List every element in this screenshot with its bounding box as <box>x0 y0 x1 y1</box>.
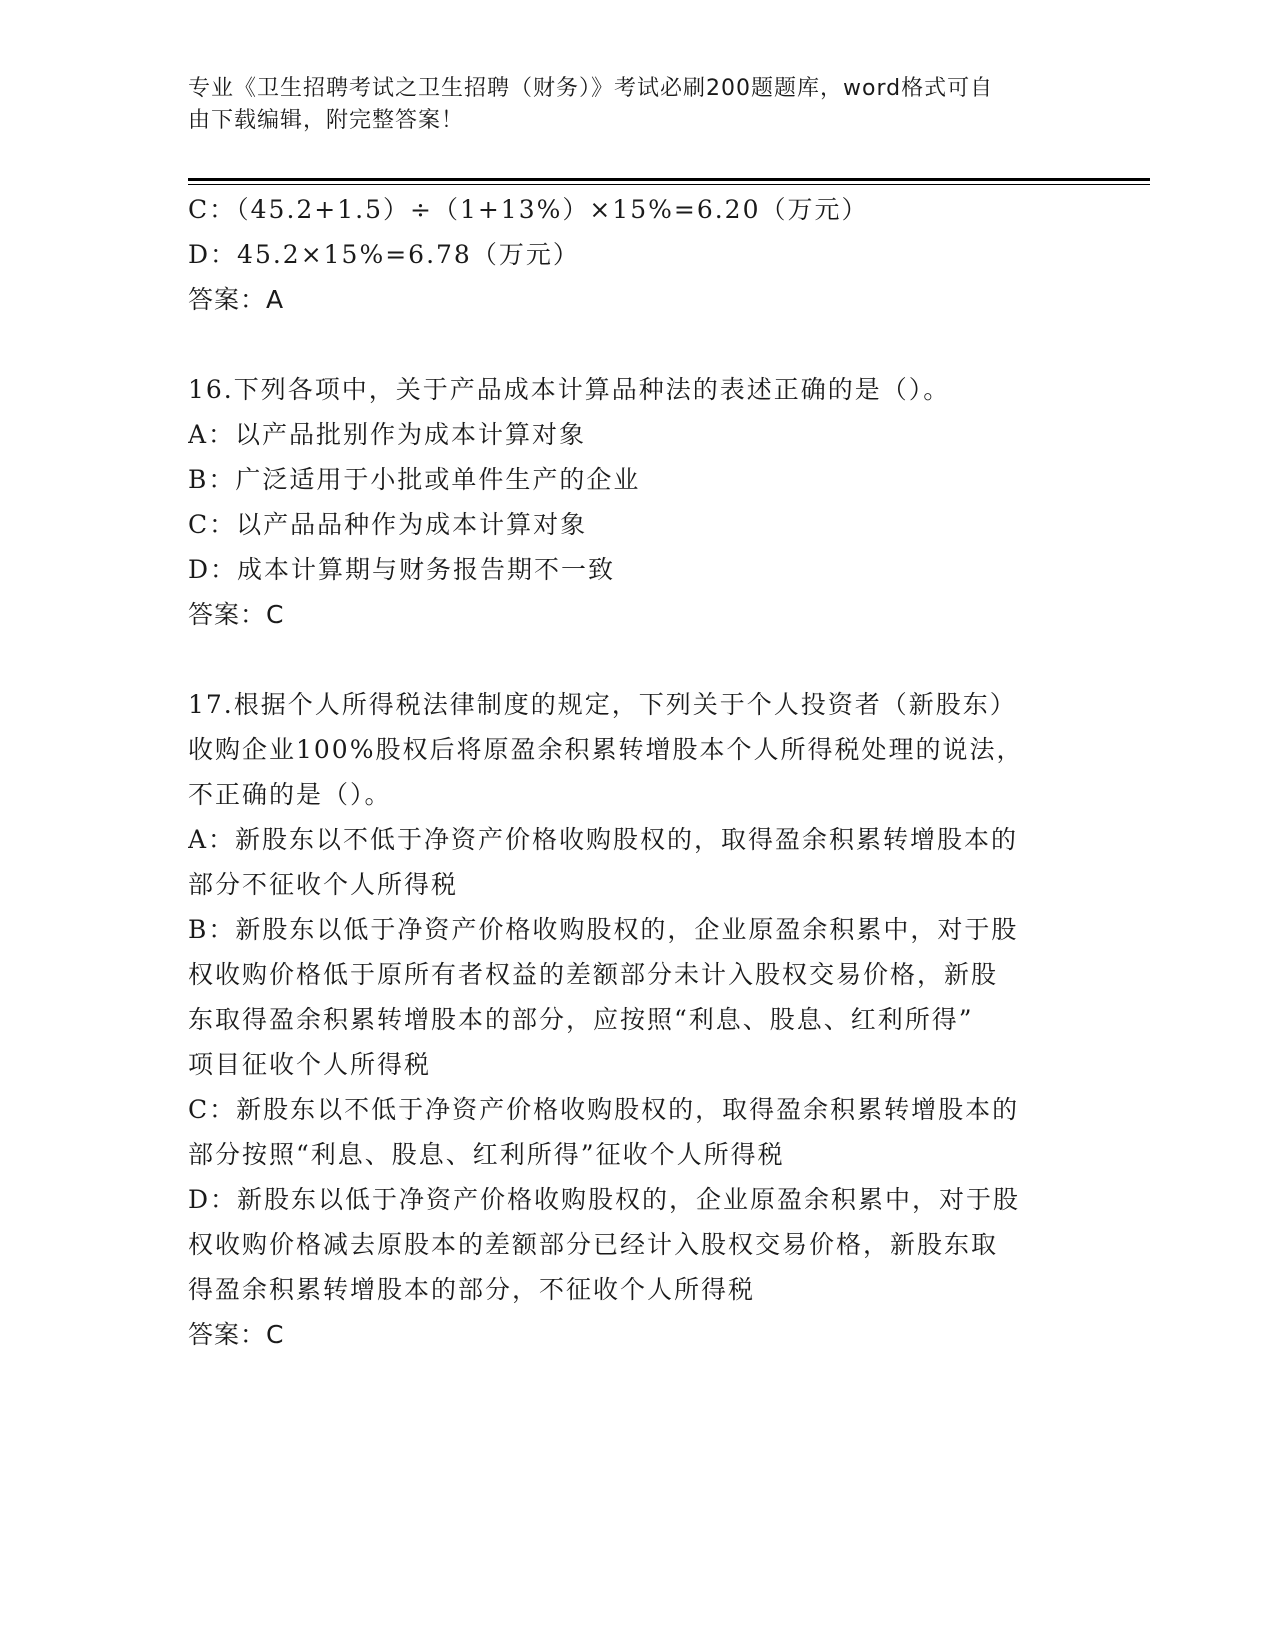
option-d-line-2: 权收购价格减去原股本的差额部分已经计入股权交易价格，新股东取 <box>188 1230 999 1259</box>
option-b-line-1: B：新股东以低于净资产价格收购股权的，企业原盈余积累中，对于股 <box>188 915 1019 944</box>
question-stem: 16.下列各项中，关于产品成本计算品种法的表述正确的是（）。 <box>188 375 951 404</box>
spacer <box>188 637 1068 682</box>
header-divider-thick <box>188 178 1150 181</box>
page-header <box>188 73 1068 137</box>
option-c: C：以产品品种作为成本计算对象 <box>188 510 588 539</box>
option-a-line-2: 部分不征收个人所得税 <box>188 870 459 899</box>
answer: 答案：A <box>188 285 285 314</box>
spacer <box>188 322 1068 367</box>
option-c-line-2: 部分按照“利息、股息、红利所得”征收个人所得税 <box>188 1140 785 1169</box>
question-stem-line-1: 17.根据个人所得税法律制度的规定，下列关于个人投资者（新股东） <box>188 690 1017 719</box>
option-a: A：以产品批别作为成本计算对象 <box>188 420 587 449</box>
question-stem-line-2: 收购企业100%股权后将原盈余积累转增股本个人所得税处理的说法， <box>188 735 1024 764</box>
option-d-line-3: 得盈余积累转增股本的部分，不征收个人所得税 <box>188 1275 756 1304</box>
option-d: D：成本计算期与财务报告期不一致 <box>188 555 616 584</box>
question-stem-line-3: 不正确的是（）。 <box>188 780 392 809</box>
question-15 <box>188 187 1068 322</box>
option-b-line-3: 东取得盈余积累转增股本的部分，应按照“利息、股息、红利所得” <box>188 1005 974 1034</box>
header-divider-thin <box>188 184 1150 185</box>
option-c-line-1: C：新股东以不低于净资产价格收购股权的，取得盈余积累转增股本的 <box>188 1095 1020 1124</box>
answer: 答案：C <box>188 600 285 629</box>
answer: 答案：C <box>188 1320 285 1349</box>
option-a-line-1: A：新股东以不低于净资产价格收购股权的，取得盈余积累转增股本的 <box>188 825 1019 854</box>
document-body <box>188 187 1068 1357</box>
option-d-line-1: D：新股东以低于净资产价格收购股权的，企业原盈余积累中，对于股 <box>188 1185 1021 1214</box>
question-17 <box>188 682 1068 1357</box>
option-b: B：广泛适用于小批或单件生产的企业 <box>188 465 641 494</box>
header-line-2: 由下载编辑，附完整答案！ <box>188 108 465 133</box>
header-line-1: 专业《卫生招聘考试之卫生招聘（财务）》考试必刷200题题库，word格式可自 <box>188 76 994 101</box>
option-b-line-2: 权收购价格低于原所有者权益的差额部分未计入股权交易价格，新股 <box>188 960 999 989</box>
option-d: D：45.2×15%=6.78（万元） <box>188 240 580 269</box>
option-b-line-4: 项目征收个人所得税 <box>188 1050 432 1079</box>
question-16 <box>188 367 1068 637</box>
option-c: C：（45.2+1.5）÷（1+13%）×15%=6.20（万元） <box>188 195 869 224</box>
